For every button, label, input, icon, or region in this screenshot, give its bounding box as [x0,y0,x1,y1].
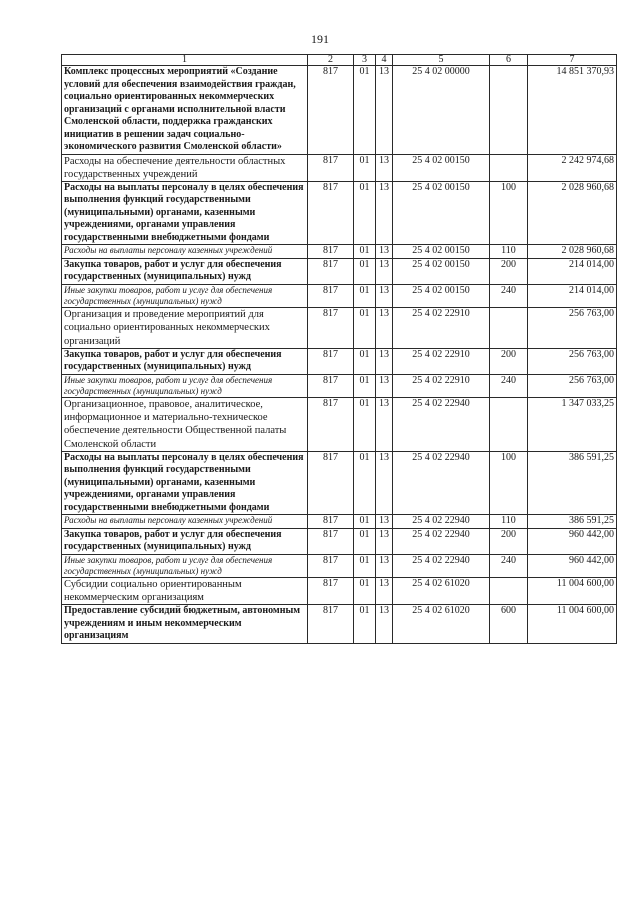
expense-name-cell: Расходы на выплаты персоналу в целях обеспечения выполнения функций государственными (муниципальными) органами, казенными учреждениями, органами управления государственными внебюджетными фондами [62,451,308,515]
expense-type-code-cell [490,398,528,452]
subsection-code-cell: 13 [376,374,393,398]
amount-cell: 960 442,00 [528,554,617,578]
target-article-code-cell: 25 4 02 22940 [393,528,490,554]
expense-type-code-cell [490,154,528,181]
section-code-cell: 01 [354,374,376,398]
target-article-code-cell: 25 4 02 22910 [393,308,490,348]
section-code-cell: 01 [354,515,376,529]
expense-type-code-cell: 240 [490,284,528,308]
ministry-code-cell: 817 [308,515,354,529]
target-article-code-cell: 25 4 02 22940 [393,398,490,452]
table-row [62,258,617,284]
amount-cell: 256 763,00 [528,348,617,374]
subsection-code-cell: 13 [376,181,393,245]
target-article-code-cell: 25 4 02 00000 [393,66,490,155]
ministry-code-cell: 817 [308,398,354,452]
table-row [62,348,617,374]
amount-cell: 960 442,00 [528,528,617,554]
ministry-code-cell: 817 [308,348,354,374]
section-code-cell: 01 [354,605,376,644]
amount-cell: 386 591,25 [528,451,617,515]
amount-cell: 11 004 600,00 [528,605,617,644]
column-5-header: 5 [393,55,490,66]
target-article-code-cell: 25 4 02 22940 [393,554,490,578]
subsection-code-cell: 13 [376,258,393,284]
section-code-cell: 01 [354,398,376,452]
expense-type-code-cell: 110 [490,245,528,259]
amount-cell: 2 242 974,68 [528,154,617,181]
expense-name-cell: Расходы на выплаты персоналу в целях обеспечения выполнения функций государственными (муниципальными) органами, казенными учреждениями, органами управления государственными внебюджетными фондами [62,181,308,245]
amount-cell: 256 763,00 [528,308,617,348]
ministry-code-cell: 817 [308,258,354,284]
target-article-code-cell: 25 4 02 00150 [393,181,490,245]
subsection-code-cell: 13 [376,528,393,554]
ministry-code-cell: 817 [308,66,354,155]
section-code-cell: 01 [354,308,376,348]
expense-type-code-cell [490,578,528,605]
expense-name-cell: Организация и проведение мероприятий для социально ориентированных некоммерческих организаций [62,308,308,348]
expense-type-code-cell: 240 [490,374,528,398]
expense-name-cell: Закупка товаров, работ и услуг для обеспечения государственных (муниципальных) нужд [62,348,308,374]
subsection-code-cell: 13 [376,154,393,181]
expense-type-code-cell: 600 [490,605,528,644]
ministry-code-cell: 817 [308,578,354,605]
ministry-code-cell: 817 [308,154,354,181]
table-row [62,284,617,308]
table-row [62,605,617,644]
ministry-code-cell: 817 [308,181,354,245]
table-row [62,578,617,605]
target-article-code-cell: 25 4 02 00150 [393,154,490,181]
expense-type-code-cell: 200 [490,528,528,554]
amount-cell: 214 014,00 [528,258,617,284]
section-code-cell: 01 [354,451,376,515]
target-article-code-cell: 25 4 02 61020 [393,605,490,644]
expense-name-cell: Расходы на выплаты персоналу казенных учреждений [62,515,308,529]
amount-cell: 214 014,00 [528,284,617,308]
expense-name-cell: Иные закупки товаров, работ и услуг для обеспечения государственных (муниципальных) нужд [62,554,308,578]
section-code-cell: 01 [354,578,376,605]
subsection-code-cell: 13 [376,451,393,515]
column-number-header [62,55,617,66]
table-row [62,398,617,452]
target-article-code-cell: 25 4 02 00150 [393,258,490,284]
table-row [62,451,617,515]
subsection-code-cell: 13 [376,66,393,155]
subsection-code-cell: 13 [376,308,393,348]
amount-cell: 11 004 600,00 [528,578,617,605]
section-code-cell: 01 [354,528,376,554]
expense-type-code-cell [490,66,528,155]
section-code-cell: 01 [354,348,376,374]
ministry-code-cell: 817 [308,451,354,515]
ministry-code-cell: 817 [308,605,354,644]
subsection-code-cell: 13 [376,578,393,605]
amount-cell: 2 028 960,68 [528,245,617,259]
page-number: 191 [311,32,329,46]
subsection-code-cell: 13 [376,284,393,308]
column-1-header: 1 [62,55,308,66]
subsection-code-cell: 13 [376,348,393,374]
column-3-header: 3 [354,55,376,66]
table-row [62,245,617,259]
section-code-cell: 01 [354,181,376,245]
column-2-header: 2 [308,55,354,66]
ministry-code-cell: 817 [308,245,354,259]
table-row [62,308,617,348]
amount-cell: 14 851 370,93 [528,66,617,155]
target-article-code-cell: 25 4 02 00150 [393,245,490,259]
subsection-code-cell: 13 [376,245,393,259]
ministry-code-cell: 817 [308,528,354,554]
expense-type-code-cell: 240 [490,554,528,578]
expense-type-code-cell [490,308,528,348]
subsection-code-cell: 13 [376,515,393,529]
target-article-code-cell: 25 4 02 22940 [393,451,490,515]
ministry-code-cell: 817 [308,308,354,348]
expense-name-cell: Субсидии социально ориентированным некоммерческим организациям [62,578,308,605]
budget-table [61,54,617,644]
table-row [62,66,617,155]
target-article-code-cell: 25 4 02 00150 [393,284,490,308]
target-article-code-cell: 25 4 02 22910 [393,348,490,374]
table-row [62,374,617,398]
target-article-code-cell: 25 4 02 22910 [393,374,490,398]
budget-table-body [62,55,617,644]
subsection-code-cell: 13 [376,398,393,452]
ministry-code-cell: 817 [308,284,354,308]
section-code-cell: 01 [354,284,376,308]
table-row [62,515,617,529]
column-6-header: 6 [490,55,528,66]
expense-type-code-cell: 200 [490,258,528,284]
amount-cell: 2 028 960,68 [528,181,617,245]
expense-type-code-cell: 100 [490,181,528,245]
section-code-cell: 01 [354,66,376,155]
ministry-code-cell: 817 [308,554,354,578]
table-row [62,554,617,578]
amount-cell: 1 347 033,25 [528,398,617,452]
expense-name-cell: Предоставление субсидий бюджетным, автономным учреждениям и иным некоммерческим организациям [62,605,308,644]
expense-name-cell: Иные закупки товаров, работ и услуг для обеспечения государственных (муниципальных) нужд [62,374,308,398]
table-row [62,528,617,554]
section-code-cell: 01 [354,245,376,259]
amount-cell: 386 591,25 [528,515,617,529]
target-article-code-cell: 25 4 02 61020 [393,578,490,605]
expense-name-cell: Закупка товаров, работ и услуг для обеспечения государственных (муниципальных) нужд [62,528,308,554]
subsection-code-cell: 13 [376,605,393,644]
expense-name-cell: Организационное, правовое, аналитическое, информационное и материально-техническое обеспечение деятельности Общественной палаты Смоленской области [62,398,308,452]
column-4-header: 4 [376,55,393,66]
amount-cell: 256 763,00 [528,374,617,398]
section-code-cell: 01 [354,258,376,284]
subsection-code-cell: 13 [376,554,393,578]
expense-name-cell: Закупка товаров, работ и услуг для обеспечения государственных (муниципальных) нужд [62,258,308,284]
table-row [62,154,617,181]
column-7-header: 7 [528,55,617,66]
table-row [62,181,617,245]
expense-name-cell: Расходы на обеспечение деятельности областных государственных учреждений [62,154,308,181]
section-code-cell: 01 [354,554,376,578]
expense-type-code-cell: 200 [490,348,528,374]
expense-type-code-cell: 110 [490,515,528,529]
expense-name-cell: Комплекс процессных мероприятий «Создание условий для обеспечения взаимодействия граждан, социально ориентированных некоммерческих организаций с органами исполнительной власти Смоленской области, поддержка гражданских инициатив в решении задач социально-экономического развития Смоленской области» [62,66,308,155]
ministry-code-cell: 817 [308,374,354,398]
target-article-code-cell: 25 4 02 22940 [393,515,490,529]
expense-type-code-cell: 100 [490,451,528,515]
expense-name-cell: Иные закупки товаров, работ и услуг для обеспечения государственных (муниципальных) нужд [62,284,308,308]
section-code-cell: 01 [354,154,376,181]
expense-name-cell: Расходы на выплаты персоналу казенных учреждений [62,245,308,259]
